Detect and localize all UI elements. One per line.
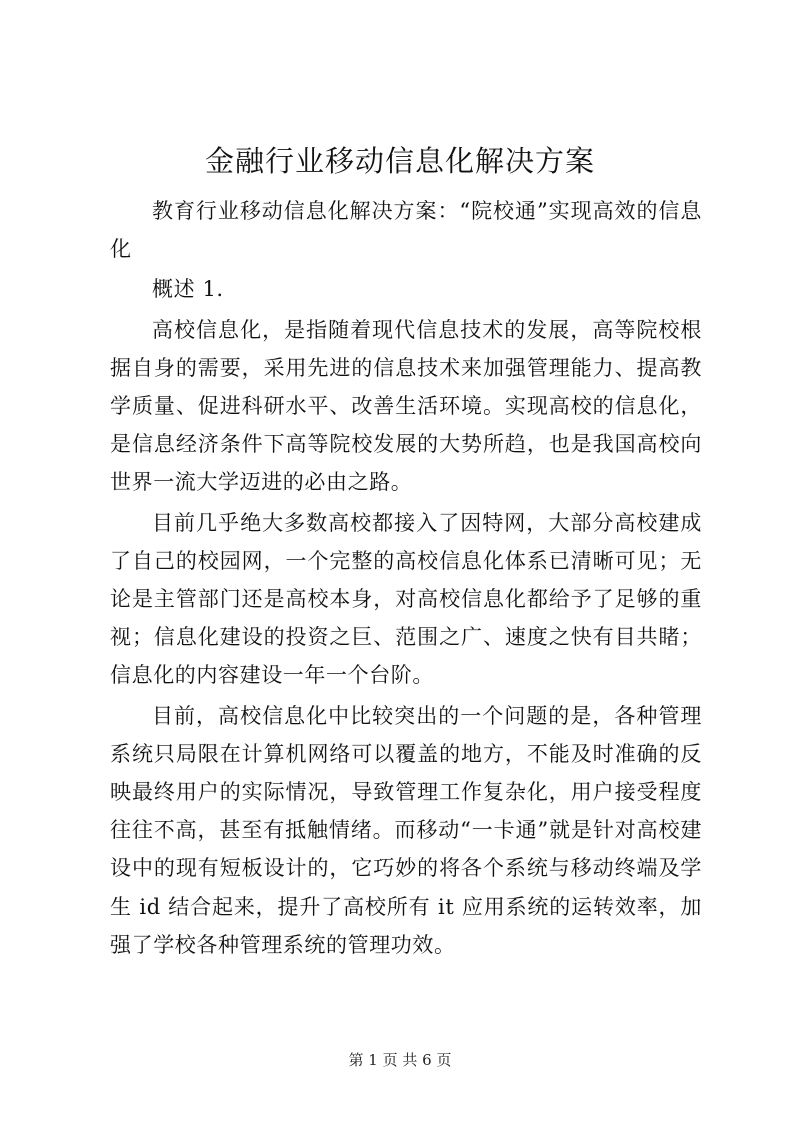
paragraph-subtitle: 教育行业移动信息化解决方案：“院校通”实现高效的信息化	[110, 199, 702, 262]
paragraph-problem: 目前，高校信息化中比较突出的一个问题的是，各种管理系统只局限在计算机网络可以覆盖的地方，不能及时准确的反映最终用户的实际情况，导致管理工作复杂化，用户接受程度往往不高，甚至有抵触情绪。而移动“一卡通”就是针对高校建设中的现有短板设计的，它巧妙的将各个系统与移动终端及学生 id 结合起来，提升了高校所有 it 应用系统的运转效率，加强了学校各种管理系统的管理功效。	[110, 703, 702, 957]
document-title: 金融行业移动信息化解决方案	[204, 144, 595, 178]
paragraph-definition: 高校信息化，是指随着现代信息技术的发展，高等院校根据自身的需要，采用先进的信息技术来加强管理能力、提高教学质量、促进科研水平、改善生活环境。实现高校的信息化，是信息经济条件下高等院校发展的大势所趋，也是我国高校向世界一流大学迈进的必由之路。	[110, 317, 702, 495]
page-footer: 第 1 页 共 6 页	[348, 1051, 452, 1069]
paragraph-current-status: 目前几乎绝大多数高校都接入了因特网，大部分高校建成了自己的校园网，一个完整的高校信息化体系已清晰可见；无论是主管部门还是高校本身，对高校信息化都给予了足够的重视；信息化建设的投资之巨、范围之广、速度之快有目共睹；信息化的内容建设一年一个台阶。	[110, 510, 702, 688]
document-body	[110, 192, 702, 966]
paragraph-overview-heading: 概述 1.	[152, 277, 224, 302]
